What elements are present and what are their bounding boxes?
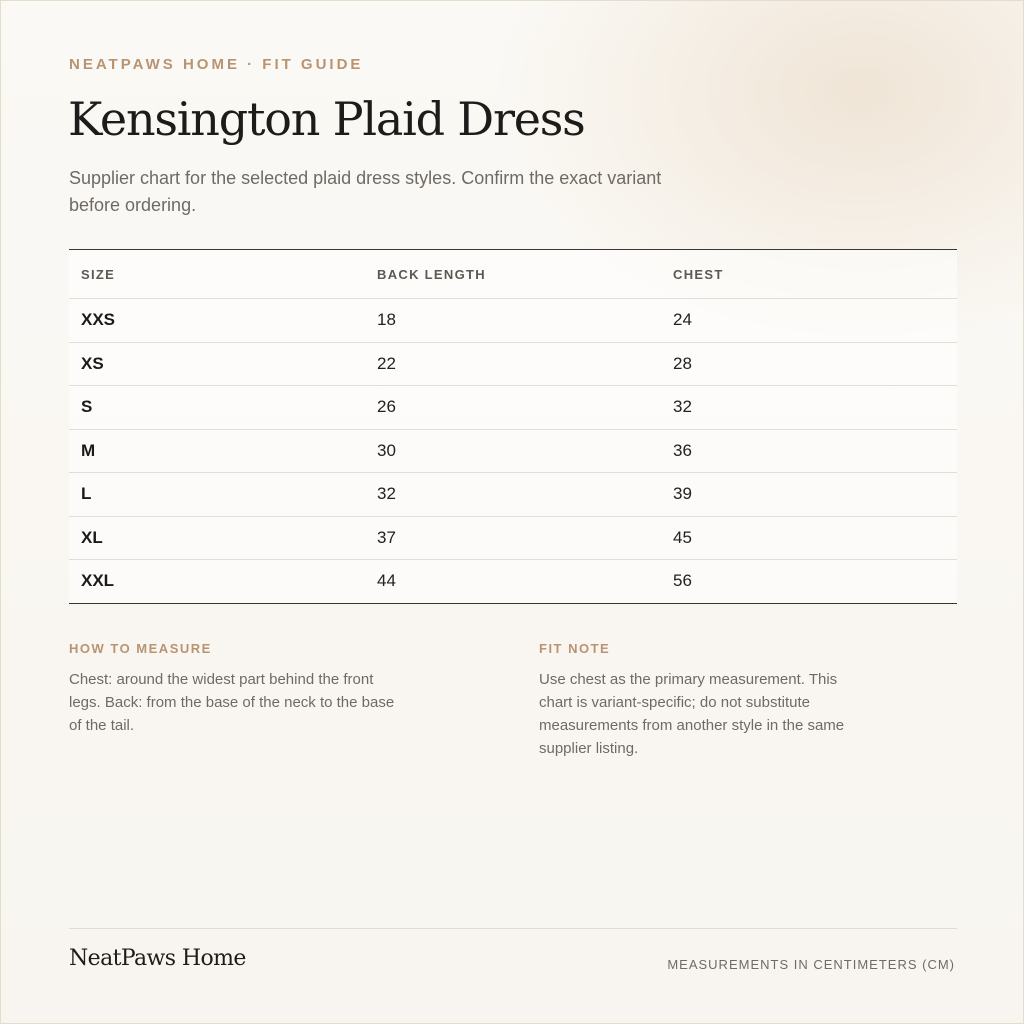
chest-cell: 36 bbox=[661, 429, 957, 473]
back-length-cell: 37 bbox=[365, 516, 661, 560]
back-length-cell: 26 bbox=[365, 386, 661, 430]
size-cell: XXS bbox=[69, 299, 365, 343]
table-row bbox=[69, 342, 957, 386]
table-row bbox=[69, 473, 957, 517]
table-header-row bbox=[69, 250, 957, 299]
size-chart-table bbox=[69, 249, 957, 604]
column-header-back-length: BACK LENGTH bbox=[365, 250, 661, 299]
fit-note-text: Use chest as the primary measurement. This chart is variant-specific; do not substitute measurements from another style in the same supplier listing. bbox=[539, 671, 845, 757]
table-row bbox=[69, 429, 957, 473]
back-length-cell: 22 bbox=[365, 342, 661, 386]
back-length-cell: 18 bbox=[365, 299, 661, 343]
back-length-cell: 32 bbox=[365, 473, 661, 517]
chest-cell: 24 bbox=[661, 299, 957, 343]
eyebrow-label: NEATPAWS HOME · FIT GUIDE bbox=[69, 56, 364, 73]
size-cell: M bbox=[69, 429, 365, 473]
size-cell: XL bbox=[69, 516, 365, 560]
units-note: MEASUREMENTS IN CENTIMETERS (CM) bbox=[667, 957, 955, 972]
chest-cell: 28 bbox=[661, 342, 957, 386]
footer-divider bbox=[69, 928, 957, 929]
page-subtitle: Supplier chart for the selected plaid dress styles. Confirm the exact variant before ordering. bbox=[69, 168, 662, 215]
how-to-measure-section bbox=[69, 641, 399, 737]
brand-name: NeatPaws Home bbox=[69, 946, 246, 971]
chest-cell: 32 bbox=[661, 386, 957, 430]
chest-cell: 56 bbox=[661, 560, 957, 604]
chest-cell: 45 bbox=[661, 516, 957, 560]
table-row bbox=[69, 386, 957, 430]
size-cell: S bbox=[69, 386, 365, 430]
table-row bbox=[69, 560, 957, 604]
page-title: Kensington Plaid Dress bbox=[68, 92, 585, 146]
chest-cell: 39 bbox=[661, 473, 957, 517]
table-row bbox=[69, 516, 957, 560]
column-header-chest: CHEST bbox=[661, 250, 957, 299]
how-to-measure-text: Chest: around the widest part behind the front legs. Back: from the base of the neck to the base of the tail. bbox=[69, 671, 395, 734]
back-length-cell: 30 bbox=[365, 429, 661, 473]
fit-note-heading: FIT NOTE bbox=[539, 641, 611, 656]
size-cell: L bbox=[69, 473, 365, 517]
table-row bbox=[69, 299, 957, 343]
size-cell: XXL bbox=[69, 560, 365, 604]
how-to-measure-heading: HOW TO MEASURE bbox=[69, 641, 212, 656]
column-header-size: SIZE bbox=[69, 250, 365, 299]
back-length-cell: 44 bbox=[365, 560, 661, 604]
size-cell: XS bbox=[69, 342, 365, 386]
fit-note-section bbox=[539, 641, 869, 760]
